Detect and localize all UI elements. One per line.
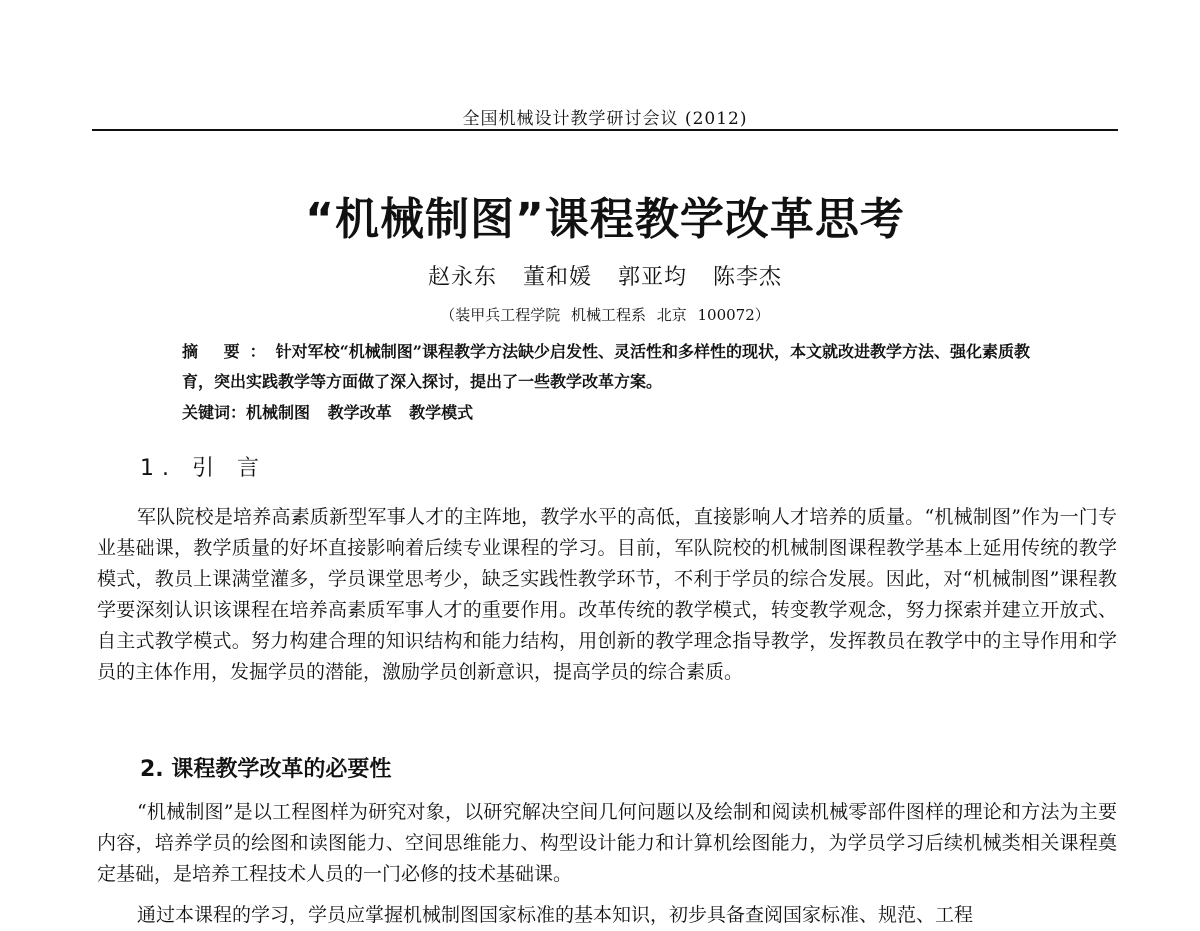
section-heading-necessity: 2. 课程教学改革的必要性 xyxy=(140,757,392,782)
header-rule xyxy=(92,129,1118,131)
section-heading-introduction: 1. 引 言 xyxy=(140,456,267,481)
abstract-label: 摘 要： xyxy=(182,342,276,361)
abstract xyxy=(182,337,1042,397)
abstract-text: 针对军校“机械制图”课程教学方法缺少启发性、灵活性和多样性的现状，本文就改进教学方法、强化素质教育，突出实践教学等方面做了深入探讨，提出了一些教学改革方案。 xyxy=(182,342,1030,391)
paragraph-necessity-2: 通过本课程的学习，学员应掌握机械制图国家标准的基本知识，初步具备查阅国家标准、规范、工程 xyxy=(137,904,974,926)
author-list: 赵永东 董和媛 郭亚均 陈李杰 xyxy=(428,265,782,290)
keywords xyxy=(182,400,1042,423)
keywords-text: 机械制图 教学改革 教学模式 xyxy=(246,403,474,422)
paper-title: “机械制图”课程教学改革思考 xyxy=(305,194,905,245)
running-header: 全国机械设计教学研讨会议 (2012) xyxy=(462,109,748,129)
paragraph-necessity-1: “机械制图”是以工程图样为研究对象，以研究解决空间几何问题以及绘制和阅读机械零部件图样的理论和方法为主要内容，培养学员的绘图和读图能力、空间思维能力、构型设计能力和计算机绘图能力，为学员学习后续机械类相关课程奠定基础，是培养工程技术人员的一门必修的技术基础课。 xyxy=(97,801,1117,885)
affiliation: （装甲兵工程学院 机械工程系 北京 100072） xyxy=(440,306,770,324)
keywords-label: 关键词： xyxy=(182,403,247,422)
paragraph-introduction: 军队院校是培养高素质新型军事人才的主阵地，教学水平的高低，直接影响人才培养的质量。“机械制图”作为一门专业基础课，教学质量的好坏直接影响着后续专业课程的学习。目前，军队院校的机械制图课程教学基本上延用传统的教学模式，教员上课满堂灌多，学员课堂思考少，缺乏实践性教学环节，不利于学员的综合发展。因此，对“机械制图”课程教学要深刻认识该课程在培养高素质军事人才的重要作用。改革传统的教学模式，转变教学观念，努力探索并建立开放式、自主式教学模式。努力构建合理的知识结构和能力结构，用创新的教学理念指导教学，发挥教员在教学中的主导作用和学员的主体作用，发掘学员的潜能，激励学员创新意识，提高学员的综合素质。 xyxy=(97,506,1117,683)
